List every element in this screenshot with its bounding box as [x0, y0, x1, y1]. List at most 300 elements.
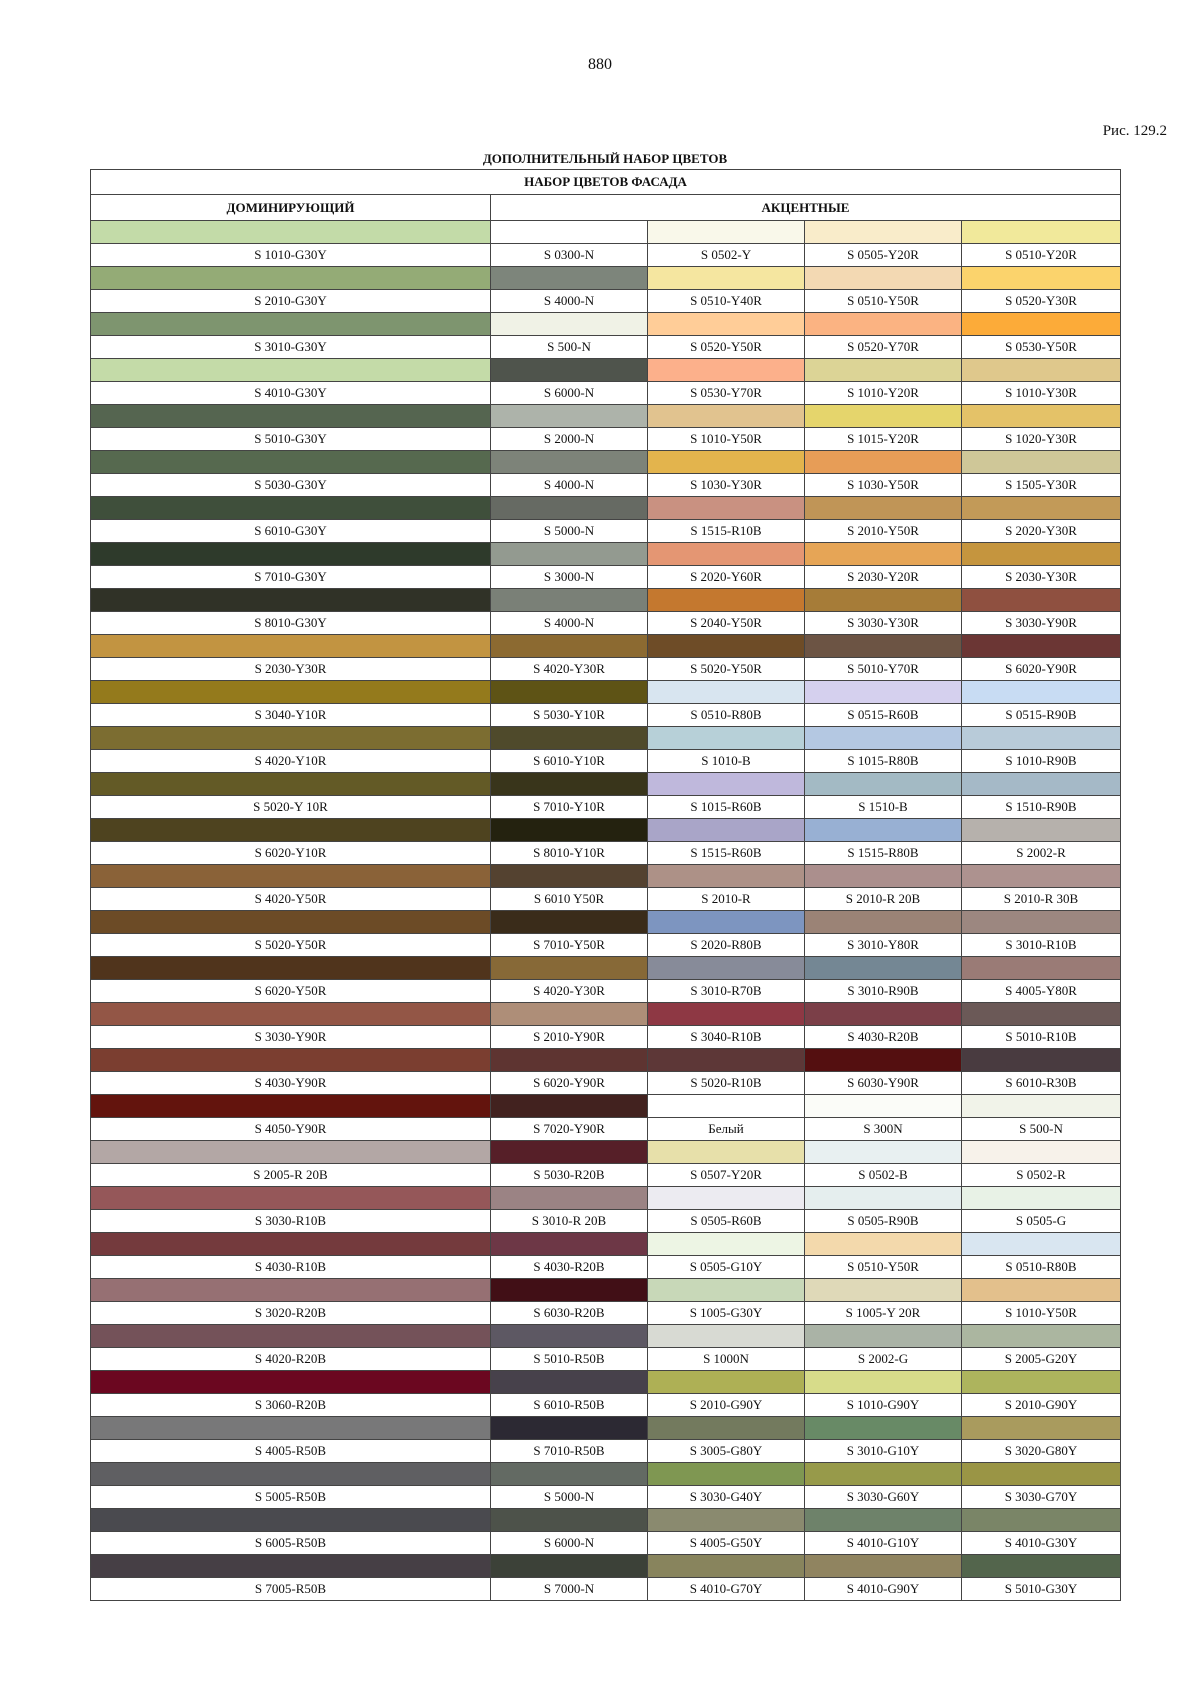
accent-color-swatch — [491, 1371, 648, 1394]
accent-color-name: S 1005-G30Y — [648, 1302, 805, 1325]
dominant-color-name: S 5005-R50B — [91, 1486, 491, 1509]
name-row — [91, 1348, 1121, 1371]
accent-color-name: S 3010-R10B — [962, 934, 1121, 957]
accent-color-swatch — [648, 221, 805, 244]
accent-color-swatch — [805, 1187, 962, 1210]
dominant-color-name: S 6010-G30Y — [91, 520, 491, 543]
accent-color-swatch — [491, 957, 648, 980]
accent-color-swatch — [648, 1417, 805, 1440]
accent-color-name: S 3010-Y80R — [805, 934, 962, 957]
name-row — [91, 1486, 1121, 1509]
accent-color-name: S 2040-Y50R — [648, 612, 805, 635]
accent-color-swatch — [648, 1325, 805, 1348]
swatch-row — [91, 1463, 1121, 1486]
accent-color-swatch — [491, 1233, 648, 1256]
dominant-color-name: S 5020-Y 10R — [91, 796, 491, 819]
accent-color-swatch — [805, 1463, 962, 1486]
dominant-column-header: ДОМИНИРУЮЩИЙ — [91, 195, 491, 221]
accent-color-swatch — [805, 267, 962, 290]
accent-color-swatch — [962, 1233, 1121, 1256]
name-row — [91, 888, 1121, 911]
dominant-color-swatch — [91, 1463, 491, 1486]
accent-color-swatch — [805, 727, 962, 750]
accent-color-name: S 3010-R90B — [805, 980, 962, 1003]
swatch-row — [91, 359, 1121, 382]
swatch-row — [91, 543, 1121, 566]
dominant-color-swatch — [91, 1141, 491, 1164]
accent-color-name: S 0505-R90B — [805, 1210, 962, 1233]
accent-color-swatch — [962, 543, 1121, 566]
swatch-row — [91, 1555, 1121, 1578]
accent-color-name: S 2010-R 30B — [962, 888, 1121, 911]
accent-color-swatch — [648, 727, 805, 750]
accent-color-swatch — [962, 819, 1121, 842]
accent-color-swatch — [491, 1417, 648, 1440]
accent-color-swatch — [648, 1095, 805, 1118]
name-row — [91, 1210, 1121, 1233]
name-row — [91, 1394, 1121, 1417]
accent-color-swatch — [805, 405, 962, 428]
accent-color-name: S 500-N — [962, 1118, 1121, 1141]
dominant-color-name: S 4050-Y90R — [91, 1118, 491, 1141]
accent-color-name: S 4010-G30Y — [962, 1532, 1121, 1555]
accent-color-name: S 0520-Y70R — [805, 336, 962, 359]
accent-color-swatch — [648, 405, 805, 428]
swatch-row — [91, 1325, 1121, 1348]
accent-color-name: S 1005-Y 20R — [805, 1302, 962, 1325]
accent-color-name: S 1015-R60B — [648, 796, 805, 819]
accent-color-name: S 0502-R — [962, 1164, 1121, 1187]
accent-color-swatch — [805, 359, 962, 382]
accent-color-name: S 6010 Y50R — [491, 888, 648, 911]
accent-color-swatch — [805, 451, 962, 474]
accent-color-swatch — [962, 497, 1121, 520]
accent-color-name: S 1030-Y50R — [805, 474, 962, 497]
accent-color-swatch — [648, 1371, 805, 1394]
dominant-color-name: S 3020-R20B — [91, 1302, 491, 1325]
dominant-color-swatch — [91, 865, 491, 888]
accent-color-swatch — [491, 1509, 648, 1532]
accent-color-name: S 2020-R80B — [648, 934, 805, 957]
name-row — [91, 612, 1121, 635]
accent-color-name: S 7010-Y10R — [491, 796, 648, 819]
accent-color-name: S 3010-G10Y — [805, 1440, 962, 1463]
accent-color-name: S 4020-Y30R — [491, 658, 648, 681]
accent-color-swatch — [962, 911, 1121, 934]
dominant-color-swatch — [91, 1095, 491, 1118]
accent-color-swatch — [491, 1463, 648, 1486]
name-row — [91, 1578, 1121, 1601]
swatch-row — [91, 451, 1121, 474]
accent-color-name: S 2010-G90Y — [962, 1394, 1121, 1417]
accent-color-name: S 0502-Y — [648, 244, 805, 267]
accent-color-name: S 500-N — [491, 336, 648, 359]
accent-color-swatch — [491, 681, 648, 704]
dominant-color-name: S 3010-G30Y — [91, 336, 491, 359]
accent-color-swatch — [805, 681, 962, 704]
swatch-row — [91, 221, 1121, 244]
accent-color-name: S 7010-R50B — [491, 1440, 648, 1463]
swatch-row — [91, 865, 1121, 888]
accent-color-name: S 0520-Y50R — [648, 336, 805, 359]
name-row — [91, 520, 1121, 543]
accent-color-name: S 0502-B — [805, 1164, 962, 1187]
accent-color-swatch — [962, 773, 1121, 796]
accent-color-name: S 2020-Y30R — [962, 520, 1121, 543]
accent-color-name: S 2010-G90Y — [648, 1394, 805, 1417]
dominant-color-swatch — [91, 1371, 491, 1394]
dominant-color-name: S 2010-G30Y — [91, 290, 491, 313]
accent-color-name: S 0510-Y40R — [648, 290, 805, 313]
dominant-color-swatch — [91, 635, 491, 658]
accent-color-swatch — [805, 773, 962, 796]
accent-color-swatch — [648, 267, 805, 290]
accent-color-name: S 1010-Y20R — [805, 382, 962, 405]
accent-color-swatch — [962, 589, 1121, 612]
name-row — [91, 980, 1121, 1003]
accent-color-swatch — [805, 865, 962, 888]
accent-color-swatch — [805, 1325, 962, 1348]
accent-color-name: S 5010-Y70R — [805, 658, 962, 681]
dominant-color-name: S 7005-R50B — [91, 1578, 491, 1601]
accent-color-name: S 3040-R10B — [648, 1026, 805, 1049]
accent-color-name: S 1010-G90Y — [805, 1394, 962, 1417]
accent-color-name: S 5000-N — [491, 520, 648, 543]
accent-color-name: S 7020-Y90R — [491, 1118, 648, 1141]
accent-color-name: S 0530-Y70R — [648, 382, 805, 405]
name-row — [91, 934, 1121, 957]
accent-color-name: S 3010-R70B — [648, 980, 805, 1003]
accent-color-swatch — [805, 1233, 962, 1256]
accent-color-name: S 1015-Y20R — [805, 428, 962, 451]
accent-color-name: S 6000-N — [491, 382, 648, 405]
dominant-color-swatch — [91, 773, 491, 796]
accent-color-swatch — [962, 359, 1121, 382]
dominant-color-name: S 3060-R20B — [91, 1394, 491, 1417]
accent-color-name: S 1510-B — [805, 796, 962, 819]
swatch-row — [91, 1141, 1121, 1164]
accent-color-name: S 0515-R90B — [962, 704, 1121, 727]
accent-color-name: S 0510-Y50R — [805, 1256, 962, 1279]
accent-color-swatch — [805, 1371, 962, 1394]
accent-color-swatch — [491, 865, 648, 888]
swatch-row — [91, 1417, 1121, 1440]
accent-color-swatch — [962, 635, 1121, 658]
dominant-color-swatch — [91, 313, 491, 336]
accent-color-name: S 1020-Y30R — [962, 428, 1121, 451]
accent-color-name: S 1015-R80B — [805, 750, 962, 773]
accent-color-swatch — [648, 1233, 805, 1256]
accent-color-name: S 0505-R60B — [648, 1210, 805, 1233]
accent-color-swatch — [491, 1187, 648, 1210]
accent-color-swatch — [805, 1003, 962, 1026]
accent-color-swatch — [805, 911, 962, 934]
accent-color-swatch — [491, 589, 648, 612]
accent-color-name: S 1515-R60B — [648, 842, 805, 865]
dominant-color-swatch — [91, 957, 491, 980]
accent-color-swatch — [648, 1509, 805, 1532]
accent-color-name: S 6000-N — [491, 1532, 648, 1555]
dominant-color-swatch — [91, 359, 491, 382]
dominant-color-name: S 4020-Y10R — [91, 750, 491, 773]
accent-color-swatch — [491, 1325, 648, 1348]
accent-color-name: S 1030-Y30R — [648, 474, 805, 497]
accent-color-swatch — [491, 635, 648, 658]
accent-color-name: S 6010-Y10R — [491, 750, 648, 773]
dominant-color-swatch — [91, 727, 491, 750]
accent-color-swatch — [962, 957, 1121, 980]
accent-color-swatch — [491, 911, 648, 934]
figure-label: Рис. 129.2 — [1102, 123, 1167, 139]
swatch-row — [91, 1095, 1121, 1118]
accent-color-name: S 5030-Y10R — [491, 704, 648, 727]
accent-color-swatch — [962, 1187, 1121, 1210]
accent-color-swatch — [805, 313, 962, 336]
dominant-color-swatch — [91, 1325, 491, 1348]
accent-color-swatch — [805, 1095, 962, 1118]
dominant-color-name: S 3040-Y10R — [91, 704, 491, 727]
accent-color-name: S 7010-Y50R — [491, 934, 648, 957]
dominant-color-name: S 4030-R10B — [91, 1256, 491, 1279]
swatch-row — [91, 727, 1121, 750]
swatch-row — [91, 1187, 1121, 1210]
accent-color-swatch — [648, 1049, 805, 1072]
dominant-color-swatch — [91, 221, 491, 244]
accent-color-name: S 4030-R20B — [805, 1026, 962, 1049]
accent-color-swatch — [648, 681, 805, 704]
dominant-color-name: S 1010-G30Y — [91, 244, 491, 267]
accent-color-name: S 0510-R80B — [962, 1256, 1121, 1279]
accent-color-name: S 3020-G80Y — [962, 1440, 1121, 1463]
name-row — [91, 428, 1121, 451]
dominant-color-swatch — [91, 1509, 491, 1532]
dominant-color-name: S 8010-G30Y — [91, 612, 491, 635]
dominant-color-name: S 4020-R20B — [91, 1348, 491, 1371]
accent-color-name: S 0510-R80B — [648, 704, 805, 727]
accent-color-swatch — [491, 1141, 648, 1164]
dominant-color-name: S 6005-R50B — [91, 1532, 491, 1555]
accent-color-name: S 0507-Y20R — [648, 1164, 805, 1187]
accent-color-swatch — [491, 819, 648, 842]
accent-color-swatch — [805, 1509, 962, 1532]
swatch-row — [91, 1509, 1121, 1532]
accent-color-name: S 1515-R10B — [648, 520, 805, 543]
name-row — [91, 382, 1121, 405]
accent-color-swatch — [491, 773, 648, 796]
accent-color-swatch — [805, 1049, 962, 1072]
accent-color-swatch — [648, 1555, 805, 1578]
accent-color-swatch — [491, 359, 648, 382]
accent-color-name: S 0505-G — [962, 1210, 1121, 1233]
name-row — [91, 474, 1121, 497]
accent-color-swatch — [491, 1555, 648, 1578]
accent-color-name: S 2000-N — [491, 428, 648, 451]
swatch-row — [91, 1371, 1121, 1394]
accent-color-swatch — [491, 313, 648, 336]
accent-color-swatch — [962, 1371, 1121, 1394]
name-row — [91, 796, 1121, 819]
accent-color-swatch — [962, 865, 1121, 888]
accent-color-name: S 5030-R20B — [491, 1164, 648, 1187]
accent-color-swatch — [962, 221, 1121, 244]
accent-color-name: S 6010-R30B — [962, 1072, 1121, 1095]
dominant-color-swatch — [91, 681, 491, 704]
accent-color-swatch — [962, 1003, 1121, 1026]
accent-color-swatch — [962, 451, 1121, 474]
accent-color-swatch — [962, 267, 1121, 290]
accent-color-swatch — [648, 589, 805, 612]
accent-color-name: S 6030-Y90R — [805, 1072, 962, 1095]
accent-color-name: S 0530-Y50R — [962, 336, 1121, 359]
accent-color-swatch — [491, 1003, 648, 1026]
accent-color-name: S 3030-G40Y — [648, 1486, 805, 1509]
accent-color-name: S 4000-N — [491, 290, 648, 313]
accent-color-swatch — [491, 221, 648, 244]
accent-color-name: S 6020-Y90R — [491, 1072, 648, 1095]
dominant-color-name: S 6020-Y50R — [91, 980, 491, 1003]
accent-color-swatch — [962, 1417, 1121, 1440]
swatch-row — [91, 819, 1121, 842]
accent-color-name: S 4010-G90Y — [805, 1578, 962, 1601]
accent-color-swatch — [962, 727, 1121, 750]
accent-color-swatch — [805, 221, 962, 244]
accent-color-name: S 5020-Y50R — [648, 658, 805, 681]
name-row — [91, 1118, 1121, 1141]
accent-color-swatch — [648, 773, 805, 796]
accent-color-name: S 8010-Y10R — [491, 842, 648, 865]
accent-color-swatch — [648, 957, 805, 980]
accent-color-name: S 2010-R 20B — [805, 888, 962, 911]
accent-color-swatch — [805, 1555, 962, 1578]
accent-color-name: S 2010-R — [648, 888, 805, 911]
accent-color-swatch — [962, 1463, 1121, 1486]
color-set-table — [90, 169, 1121, 1601]
accent-color-name: S 2010-Y50R — [805, 520, 962, 543]
accent-color-swatch — [648, 497, 805, 520]
accent-color-name: S 6020-Y90R — [962, 658, 1121, 681]
accent-color-name: S 3005-G80Y — [648, 1440, 805, 1463]
dominant-color-swatch — [91, 267, 491, 290]
accent-color-swatch — [805, 1417, 962, 1440]
accent-color-swatch — [491, 497, 648, 520]
dominant-color-swatch — [91, 1555, 491, 1578]
accent-color-swatch — [648, 451, 805, 474]
dominant-color-name: S 4010-G30Y — [91, 382, 491, 405]
accent-color-swatch — [648, 1187, 805, 1210]
swatch-row — [91, 635, 1121, 658]
swatch-row — [91, 1003, 1121, 1026]
accent-color-swatch — [491, 405, 648, 428]
accent-color-swatch — [491, 727, 648, 750]
dominant-color-swatch — [91, 1233, 491, 1256]
accent-color-name: S 4005-G50Y — [648, 1532, 805, 1555]
accent-color-swatch — [805, 819, 962, 842]
dominant-color-swatch — [91, 1417, 491, 1440]
accent-color-name: Белый — [648, 1118, 805, 1141]
swatch-row — [91, 267, 1121, 290]
dominant-color-swatch — [91, 451, 491, 474]
swatch-row — [91, 773, 1121, 796]
accent-color-swatch — [491, 1095, 648, 1118]
accent-color-name: S 7000-N — [491, 1578, 648, 1601]
swatch-row — [91, 681, 1121, 704]
accent-color-name: S 1505-Y30R — [962, 474, 1121, 497]
accent-color-name: S 4010-G70Y — [648, 1578, 805, 1601]
dominant-color-name: S 3030-Y90R — [91, 1026, 491, 1049]
accent-color-name: S 1010-Y50R — [962, 1302, 1121, 1325]
swatch-row — [91, 1279, 1121, 1302]
swatch-row — [91, 911, 1121, 934]
swatch-row — [91, 589, 1121, 612]
accent-color-swatch — [648, 359, 805, 382]
swatch-row — [91, 313, 1121, 336]
accent-color-name: S 6010-R50B — [491, 1394, 648, 1417]
accent-color-name: S 2002-G — [805, 1348, 962, 1371]
document-title: ДОПОЛНИТЕЛЬНЫЙ НАБОР ЦВЕТОВ — [482, 151, 728, 166]
dominant-color-name: S 5030-G30Y — [91, 474, 491, 497]
accent-color-name: S 4010-G10Y — [805, 1532, 962, 1555]
accent-color-swatch — [491, 543, 648, 566]
accent-color-name: S 4030-R20B — [491, 1256, 648, 1279]
dominant-color-name: S 2030-Y30R — [91, 658, 491, 681]
dominant-color-name: S 3030-R10B — [91, 1210, 491, 1233]
accent-color-swatch — [491, 1049, 648, 1072]
dominant-color-name: S 4020-Y50R — [91, 888, 491, 911]
accent-color-swatch — [491, 451, 648, 474]
accent-color-swatch — [491, 1279, 648, 1302]
dominant-color-swatch — [91, 911, 491, 934]
accent-color-swatch — [962, 313, 1121, 336]
accent-color-name: S 5010-G30Y — [962, 1578, 1121, 1601]
name-row — [91, 290, 1121, 313]
accent-color-name: S 1010-Y30R — [962, 382, 1121, 405]
accent-color-name: S 1510-R90B — [962, 796, 1121, 819]
swatch-row — [91, 405, 1121, 428]
dominant-color-name: S 5020-Y50R — [91, 934, 491, 957]
accent-color-name: S 2005-G20Y — [962, 1348, 1121, 1371]
accent-column-header: АКЦЕНТНЫЕ — [491, 195, 1121, 221]
accent-color-name: S 3000-N — [491, 566, 648, 589]
accent-color-name: S 0520-Y30R — [962, 290, 1121, 313]
accent-color-swatch — [648, 543, 805, 566]
name-row — [91, 750, 1121, 773]
name-row — [91, 1440, 1121, 1463]
name-row — [91, 1164, 1121, 1187]
name-row — [91, 704, 1121, 727]
dominant-color-name: S 2005-R 20B — [91, 1164, 491, 1187]
name-row — [91, 1026, 1121, 1049]
accent-color-swatch — [962, 1141, 1121, 1164]
accent-color-swatch — [962, 681, 1121, 704]
accent-color-name: S 4020-Y30R — [491, 980, 648, 1003]
name-row — [91, 1532, 1121, 1555]
accent-color-name: S 1010-Y50R — [648, 428, 805, 451]
accent-color-name: S 0505-G10Y — [648, 1256, 805, 1279]
name-row — [91, 658, 1121, 681]
accent-color-swatch — [805, 1279, 962, 1302]
accent-color-name: S 6030-R20B — [491, 1302, 648, 1325]
dominant-color-swatch — [91, 819, 491, 842]
accent-color-name: S 0505-Y20R — [805, 244, 962, 267]
dominant-color-swatch — [91, 543, 491, 566]
accent-color-swatch — [648, 1141, 805, 1164]
name-row — [91, 244, 1121, 267]
accent-color-swatch — [648, 819, 805, 842]
accent-color-swatch — [648, 1003, 805, 1026]
color-rows — [91, 221, 1121, 1601]
accent-color-name: S 3030-G70Y — [962, 1486, 1121, 1509]
dominant-color-swatch — [91, 1279, 491, 1302]
